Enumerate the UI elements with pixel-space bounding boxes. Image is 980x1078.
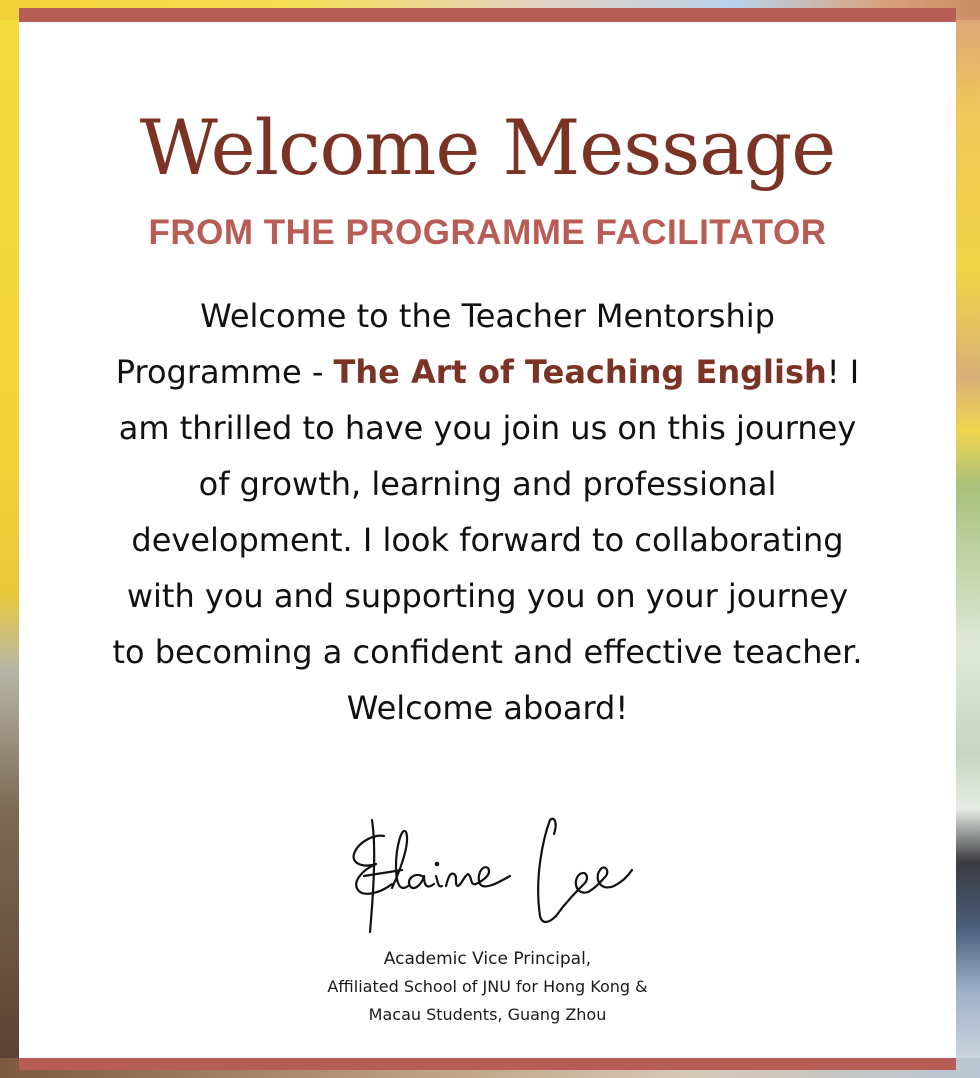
- body-text-intro: Welcome to the Teacher Mentorship Programme -: [115, 297, 775, 391]
- signatory-organisation-line-1: Affiliated School of JNU for Hong Kong &: [327, 977, 648, 996]
- signatory-organisation-line-2: Macau Students, Guang Zhou: [368, 1005, 607, 1024]
- bottom-accent-bar: [19, 1058, 956, 1070]
- welcome-message-body: [107, 288, 868, 736]
- signatory-position: Academic Vice Principal,: [383, 949, 592, 969]
- message-card: [19, 8, 956, 1070]
- body-text-rest: ! I am thrilled to have you join us on this journey of growth, learning and professional development. I look forward to collaborating with you and supporting you on your journey to becoming a confident and effective teacher. Welcome aboard!: [112, 353, 863, 727]
- programme-name-highlight: The Art of Teaching English: [333, 353, 827, 391]
- subtitle: FROM THE PROGRAMME FACILITATOR: [148, 213, 827, 252]
- page-title: Welcome Message: [139, 103, 836, 192]
- top-accent-bar: [19, 8, 956, 22]
- signature-image: [344, 806, 634, 946]
